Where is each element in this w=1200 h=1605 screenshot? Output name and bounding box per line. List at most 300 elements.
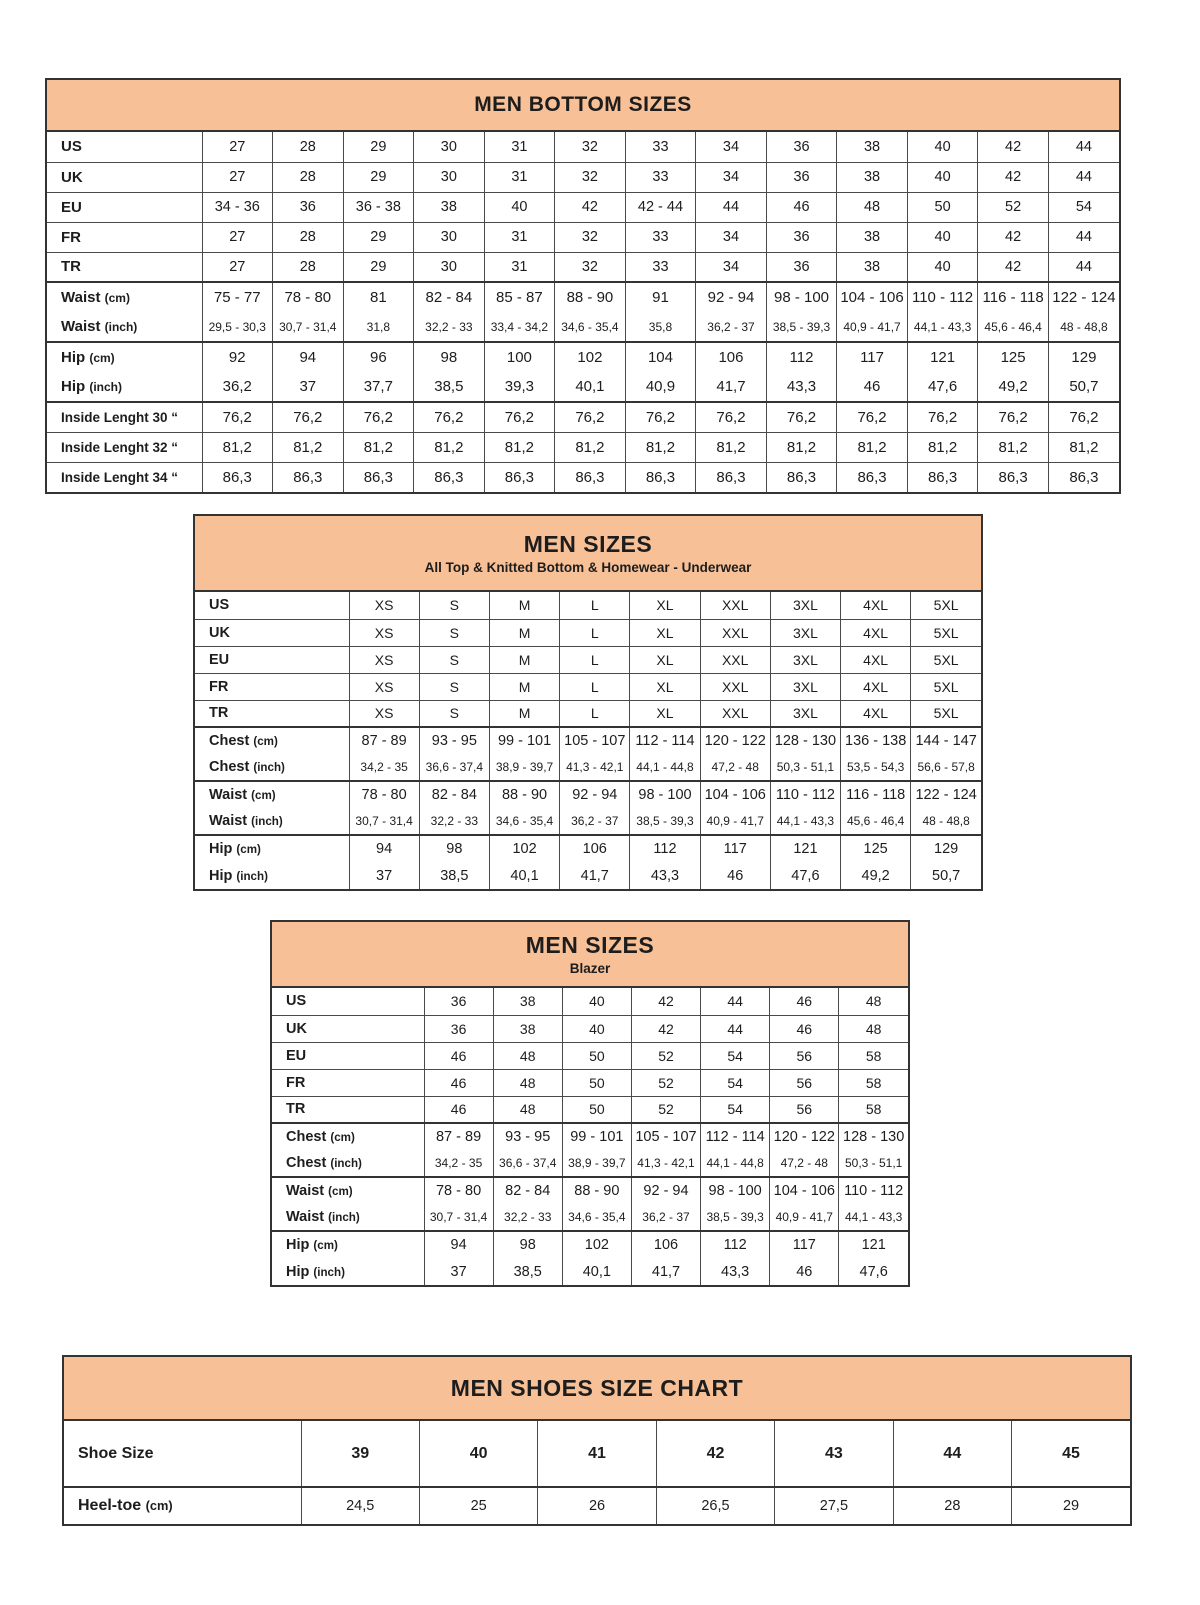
men-sizes-top-cell: 106 (560, 835, 630, 862)
men-sizes-blazer-cell: 47,2 - 48 (770, 1150, 839, 1177)
men-sizes-blazer-cell: 106 (631, 1231, 700, 1258)
men-sizes-top-cell: 129 (911, 835, 981, 862)
men-sizes-top-cell: 110 - 112 (770, 781, 840, 808)
men-sizes-top-cell: 45,6 - 46,4 (841, 808, 911, 835)
table-title: MEN SIZES (523, 531, 653, 558)
men-sizes-blazer-cell: 42 (631, 1015, 700, 1042)
men-sizes-blazer-row (272, 1123, 908, 1150)
men-sizes-top-row-label: US (209, 597, 230, 614)
men-sizes-top-cell: 120 - 122 (700, 727, 770, 754)
men-sizes-top-cell: 98 (419, 835, 489, 862)
men-bottom-sizes-row (47, 342, 1119, 372)
men-bottom-sizes-cell: 32 (555, 252, 626, 282)
men-sizes-blazer-cell: 38,5 - 39,3 (701, 1204, 770, 1231)
men-shoes-size-chart-cell: 39 (301, 1421, 419, 1487)
men-bottom-sizes-row-label: Inside Lenght 30 “ (47, 402, 202, 432)
men-bottom-sizes-cell: 38 (837, 132, 908, 162)
men-shoes-size-chart-cell: 45 (1012, 1421, 1130, 1487)
men-sizes-top-cell: 78 - 80 (349, 781, 419, 808)
men-bottom-sizes-cell: 31 (484, 132, 555, 162)
men-sizes-blazer-row (272, 1069, 908, 1096)
men-sizes-blazer-cell: 112 - 114 (701, 1123, 770, 1150)
men-bottom-sizes-cell: 42 (978, 132, 1049, 162)
men-bottom-sizes-cell: 44 (1048, 162, 1119, 192)
men-sizes-top-cell: 122 - 124 (911, 781, 981, 808)
men-sizes-top-cell: 112 - 114 (630, 727, 700, 754)
men-sizes-blazer-cell: 48 (493, 1096, 562, 1123)
men-sizes-top-cell: XXL (700, 619, 770, 646)
men-bottom-sizes-cell: 42 (555, 192, 626, 222)
men-sizes-blazer-cell: 54 (701, 1042, 770, 1069)
men-bottom-sizes-cell: 42 - 44 (625, 192, 696, 222)
men-sizes-top-cell: 117 (700, 835, 770, 862)
men-bottom-sizes-cell: 104 - 106 (837, 282, 908, 312)
men-shoes-size-chart-cell: 26 (538, 1487, 656, 1524)
men-sizes-top-cell: 136 - 138 (841, 727, 911, 754)
men-bottom-sizes-cell: 34 (696, 252, 767, 282)
men-bottom-sizes-grid-table (47, 132, 1119, 492)
men-bottom-sizes-cell: 29 (343, 132, 414, 162)
men-sizes-top-cell: 112 (630, 835, 700, 862)
men-sizes-top-row (195, 727, 981, 754)
men-bottom-sizes-cell: 86,3 (978, 462, 1049, 492)
men-bottom-sizes-cell: 44 (1048, 252, 1119, 282)
men-sizes-blazer-cell: 41,7 (631, 1258, 700, 1285)
men-bottom-sizes-cell: 34 (696, 162, 767, 192)
men-sizes-top-cell: 144 - 147 (911, 727, 981, 754)
men-sizes-top-cell: 47,2 - 48 (700, 754, 770, 781)
men-sizes-blazer-cell: 52 (631, 1042, 700, 1069)
men-bottom-sizes-cell: 34 (696, 132, 767, 162)
table-subtitle: All Top & Knitted Bottom & Homewear - Underwear (424, 559, 752, 575)
men-bottom-sizes-row-label: Inside Lenght 32 “ (47, 432, 202, 462)
men-sizes-top-cell: 88 - 90 (489, 781, 559, 808)
men-sizes-blazer-cell: 41,3 - 42,1 (631, 1150, 700, 1177)
men-sizes-top-row-label: Waist (cm) (195, 781, 349, 808)
men-sizes-blazer-cell: 38,9 - 39,7 (562, 1150, 631, 1177)
men-sizes-top-cell: XS (349, 700, 419, 727)
men-bottom-sizes-row-label: Hip (inch) (61, 378, 123, 395)
men-sizes-top-cell: 43,3 (630, 862, 700, 889)
men-sizes-top-cell: 56,6 - 57,8 (911, 754, 981, 781)
men-sizes-blazer-cell: 44,1 - 43,3 (839, 1204, 908, 1231)
men-sizes-blazer-table (270, 920, 910, 1287)
men-bottom-sizes-cell: 43,3 (766, 372, 837, 402)
men-sizes-top-cell: 93 - 95 (419, 727, 489, 754)
men-sizes-blazer-cell: 42 (631, 988, 700, 1015)
men-sizes-top-cell: 50,3 - 51,1 (770, 754, 840, 781)
men-shoes-size-chart-row-label: Heel-toe (cm) (64, 1487, 301, 1524)
men-bottom-sizes-cell: 76,2 (484, 402, 555, 432)
men-sizes-blazer-cell: 82 - 84 (493, 1177, 562, 1204)
men-bottom-sizes-cell: 34 - 36 (202, 192, 273, 222)
men-sizes-blazer-row-label: Hip (inch) (286, 1263, 345, 1280)
men-sizes-blazer-cell: 94 (424, 1231, 493, 1258)
men-sizes-top-cell: 5XL (911, 592, 981, 619)
men-bottom-sizes-cell: 40 (907, 252, 978, 282)
men-bottom-sizes-cell: 36 (273, 192, 344, 222)
men-bottom-sizes-cell: 81,2 (343, 432, 414, 462)
men-sizes-top-cell: XS (349, 673, 419, 700)
men-bottom-sizes-cell: 50,7 (1048, 372, 1119, 402)
men-sizes-blazer-cell: 102 (562, 1231, 631, 1258)
men-sizes-blazer-cell: 46 (770, 988, 839, 1015)
men-bottom-sizes-cell: 38,5 - 39,3 (766, 312, 837, 342)
men-bottom-sizes-cell: 76,2 (1048, 402, 1119, 432)
men-sizes-blazer-row (272, 1015, 908, 1042)
men-bottom-sizes-row (47, 132, 1119, 162)
men-bottom-sizes-row (47, 402, 1119, 432)
men-sizes-blazer-cell: 38 (493, 1015, 562, 1042)
men-sizes-top-cell: M (489, 619, 559, 646)
men-sizes-blazer-row-label: US (286, 993, 307, 1010)
men-bottom-sizes-cell: 86,3 (484, 462, 555, 492)
men-sizes-top-cell: 3XL (770, 592, 840, 619)
men-sizes-top-cell: S (419, 700, 489, 727)
men-sizes-top-cell: 41,3 - 42,1 (560, 754, 630, 781)
men-bottom-sizes-cell: 27 (202, 132, 273, 162)
men-bottom-sizes-cell: 82 - 84 (414, 282, 485, 312)
men-sizes-blazer-grid-table (272, 988, 908, 1285)
men-bottom-sizes-cell: 85 - 87 (484, 282, 555, 312)
table-subtitle: Blazer (569, 960, 611, 976)
men-sizes-blazer-cell: 48 (493, 1042, 562, 1069)
men-bottom-sizes-cell: 92 - 94 (696, 282, 767, 312)
men-sizes-top-cell: M (489, 592, 559, 619)
men-sizes-top-row-label: Hip (inch) (209, 867, 268, 884)
men-sizes-blazer-cell: 36,2 - 37 (631, 1204, 700, 1231)
men-sizes-blazer-row-label: Hip (cm) (272, 1231, 424, 1258)
men-sizes-blazer-cell: 37 (424, 1258, 493, 1285)
men-sizes-top-row-label: EU (195, 646, 349, 673)
men-bottom-sizes-cell: 42 (978, 162, 1049, 192)
men-bottom-sizes-cell: 76,2 (696, 402, 767, 432)
men-sizes-blazer-row (272, 1204, 908, 1231)
men-bottom-sizes-cell: 88 - 90 (555, 282, 626, 312)
men-bottom-sizes-cell: 29,5 - 30,3 (202, 312, 273, 342)
men-sizes-top-cell: 40,9 - 41,7 (700, 808, 770, 835)
men-sizes-blazer-cell: 104 - 106 (770, 1177, 839, 1204)
men-bottom-sizes-cell: 92 (202, 342, 273, 372)
men-sizes-top-cell: M (489, 646, 559, 673)
men-bottom-sizes-cell: 38 (837, 252, 908, 282)
men-bottom-sizes-cell: 76,2 (766, 402, 837, 432)
men-shoes-size-chart-row (64, 1421, 1130, 1487)
men-bottom-sizes-cell: 86,3 (555, 462, 626, 492)
men-sizes-top-cell: XL (630, 619, 700, 646)
men-bottom-sizes-cell: 110 - 112 (907, 282, 978, 312)
men-shoes-size-chart-table (62, 1355, 1132, 1526)
men-bottom-sizes-row-label: TR (47, 252, 202, 282)
men-bottom-sizes-grid (47, 132, 1119, 492)
men-bottom-sizes-row (47, 192, 1119, 222)
men-bottom-sizes-cell: 41,7 (696, 372, 767, 402)
men-bottom-sizes-cell: 44,1 - 43,3 (907, 312, 978, 342)
men-bottom-sizes-cell: 42 (978, 252, 1049, 282)
men-bottom-sizes-cell: 100 (484, 342, 555, 372)
men-bottom-sizes-row-label: US (61, 138, 82, 156)
men-sizes-top-cell: 44,1 - 43,3 (770, 808, 840, 835)
men-shoes-size-chart-grid (64, 1421, 1130, 1524)
men-sizes-blazer-cell: 54 (701, 1096, 770, 1123)
men-bottom-sizes-cell: 96 (343, 342, 414, 372)
men-shoes-size-chart-cell: 41 (538, 1421, 656, 1487)
men-shoes-size-chart-cell: 43 (775, 1421, 893, 1487)
men-sizes-top-cell: XXL (700, 673, 770, 700)
men-sizes-blazer-cell: 58 (839, 1096, 908, 1123)
men-bottom-sizes-cell: 28 (273, 222, 344, 252)
men-sizes-blazer-row-label: Waist (cm) (272, 1177, 424, 1204)
men-sizes-top-cell: L (560, 619, 630, 646)
men-sizes-blazer-cell: 128 - 130 (839, 1123, 908, 1150)
men-bottom-sizes-cell: 33 (625, 162, 696, 192)
men-sizes-top-cell: 98 - 100 (630, 781, 700, 808)
men-bottom-sizes-cell: 36,2 (202, 372, 273, 402)
men-bottom-sizes-cell: 129 (1048, 342, 1119, 372)
men-bottom-sizes-cell: 36 (766, 222, 837, 252)
men-bottom-sizes-cell: 28 (273, 252, 344, 282)
men-sizes-blazer-cell: 117 (770, 1231, 839, 1258)
men-bottom-sizes-cell: 81,2 (837, 432, 908, 462)
men-sizes-blazer-cell: 105 - 107 (631, 1123, 700, 1150)
men-bottom-sizes-cell: 76,2 (837, 402, 908, 432)
men-bottom-sizes-cell: 40,1 (555, 372, 626, 402)
men-bottom-sizes-cell: 30 (414, 162, 485, 192)
men-bottom-sizes-cell: 30 (414, 132, 485, 162)
men-bottom-sizes-cell: 117 (837, 342, 908, 372)
men-sizes-blazer-cell: 99 - 101 (562, 1123, 631, 1150)
men-bottom-sizes-cell: 30 (414, 252, 485, 282)
men-shoes-size-chart-cell: 29 (1012, 1487, 1130, 1524)
men-bottom-sizes-cell: 27 (202, 162, 273, 192)
men-bottom-sizes-row-label: FR (47, 222, 202, 252)
men-sizes-blazer-cell: 32,2 - 33 (493, 1204, 562, 1231)
men-sizes-top-row-label: Chest (cm) (195, 727, 349, 754)
men-bottom-sizes-row-label: Waist (inch) (61, 318, 138, 335)
men-sizes-top-cell: 50,7 (911, 862, 981, 889)
men-bottom-sizes-cell: 81,2 (414, 432, 485, 462)
men-bottom-sizes-row (47, 312, 1119, 342)
men-sizes-top-cell: 34,2 - 35 (349, 754, 419, 781)
men-sizes-top-cell: S (419, 619, 489, 646)
men-bottom-sizes-cell: 44 (1048, 132, 1119, 162)
men-sizes-top-cell: 5XL (911, 619, 981, 646)
men-sizes-top-cell: 99 - 101 (489, 727, 559, 754)
men-bottom-sizes-cell: 38 (837, 162, 908, 192)
men-bottom-sizes-cell: 38 (837, 222, 908, 252)
men-bottom-sizes-cell: 86,3 (766, 462, 837, 492)
men-sizes-top-cell: 4XL (841, 673, 911, 700)
men-sizes-top-cell: 94 (349, 835, 419, 862)
men-bottom-sizes-row (47, 252, 1119, 282)
men-bottom-sizes-cell: 27 (202, 222, 273, 252)
men-shoes-size-chart-row-label: Shoe Size (78, 1444, 154, 1462)
men-bottom-sizes-cell: 81,2 (766, 432, 837, 462)
men-sizes-blazer-cell: 54 (701, 1069, 770, 1096)
men-sizes-top-row-label: Hip (cm) (195, 835, 349, 862)
men-sizes-top-cell: 5XL (911, 700, 981, 727)
men-sizes-blazer-row-label: UK (272, 1015, 424, 1042)
men-bottom-sizes-cell: 49,2 (978, 372, 1049, 402)
men-sizes-top-cell: 102 (489, 835, 559, 862)
men-sizes-blazer-cell: 40 (562, 1015, 631, 1042)
men-sizes-top-cell: 38,5 - 39,3 (630, 808, 700, 835)
men-sizes-top-cell: 37 (349, 862, 419, 889)
men-sizes-blazer-row-label: FR (272, 1069, 424, 1096)
men-bottom-sizes-cell: 44 (1048, 222, 1119, 252)
men-sizes-top-cell: 92 - 94 (560, 781, 630, 808)
men-sizes-blazer-row (272, 1042, 908, 1069)
men-sizes-top-cell: 125 (841, 835, 911, 862)
men-bottom-sizes-cell: 40,9 - 41,7 (837, 312, 908, 342)
men-sizes-top-cell: 3XL (770, 673, 840, 700)
men-sizes-top-cell: 4XL (841, 619, 911, 646)
men-sizes-blazer-cell: 50,3 - 51,1 (839, 1150, 908, 1177)
men-bottom-sizes-cell: 38 (414, 192, 485, 222)
men-bottom-sizes-cell: 122 - 124 (1048, 282, 1119, 312)
men-sizes-top-cell: 4XL (841, 700, 911, 727)
men-sizes-top-cell: 46 (700, 862, 770, 889)
men-sizes-blazer-cell: 48 (839, 988, 908, 1015)
men-sizes-top-table (193, 514, 983, 891)
men-bottom-sizes-cell: 81,2 (555, 432, 626, 462)
men-shoes-size-chart-header (64, 1357, 1130, 1421)
men-sizes-top-cell: 38,5 (419, 862, 489, 889)
men-bottom-sizes-cell: 76,2 (202, 402, 273, 432)
men-sizes-top-cell: XS (349, 619, 419, 646)
men-bottom-sizes-cell: 34,6 - 35,4 (555, 312, 626, 342)
men-bottom-sizes-cell: 81,2 (484, 432, 555, 462)
men-bottom-sizes-cell: 36,2 - 37 (696, 312, 767, 342)
men-sizes-blazer-cell: 36,6 - 37,4 (493, 1150, 562, 1177)
men-sizes-blazer-cell: 36 (424, 1015, 493, 1042)
men-sizes-top-row-label: UK (195, 619, 349, 646)
men-bottom-sizes-cell: 44 (696, 192, 767, 222)
men-bottom-sizes-cell: 94 (273, 342, 344, 372)
men-sizes-top-row (195, 862, 981, 889)
men-bottom-sizes-cell: 30,7 - 31,4 (273, 312, 344, 342)
men-sizes-blazer-cell: 43,3 (701, 1258, 770, 1285)
men-bottom-sizes-cell: 48 (837, 192, 908, 222)
men-bottom-sizes-cell: 36 (766, 132, 837, 162)
men-bottom-sizes-cell: 32,2 - 33 (414, 312, 485, 342)
men-bottom-sizes-cell: 35,8 (625, 312, 696, 342)
men-bottom-sizes-cell: 40 (907, 132, 978, 162)
men-bottom-sizes-cell: 31 (484, 222, 555, 252)
table-title: MEN SHOES SIZE CHART (450, 1374, 744, 1401)
men-sizes-top-cell: 3XL (770, 700, 840, 727)
men-bottom-sizes-cell: 30 (414, 222, 485, 252)
men-sizes-top-cell: 30,7 - 31,4 (349, 808, 419, 835)
men-bottom-sizes-cell: 47,6 (907, 372, 978, 402)
men-shoes-size-chart-cell: 27,5 (775, 1487, 893, 1524)
men-sizes-top-cell: 105 - 107 (560, 727, 630, 754)
men-sizes-blazer-cell: 38 (493, 988, 562, 1015)
men-sizes-top-grid (195, 592, 981, 889)
men-bottom-sizes-row-label: EU (47, 192, 202, 222)
men-sizes-top-cell: 5XL (911, 646, 981, 673)
men-bottom-sizes-row (47, 162, 1119, 192)
men-sizes-top-row (195, 673, 981, 700)
men-bottom-sizes-cell: 81,2 (202, 432, 273, 462)
men-sizes-top-cell: 41,7 (560, 862, 630, 889)
men-sizes-blazer-cell: 120 - 122 (770, 1123, 839, 1150)
men-bottom-sizes-cell: 34 (696, 222, 767, 252)
men-sizes-blazer-row-label: Waist (inch) (286, 1209, 360, 1225)
men-sizes-blazer-cell: 92 - 94 (631, 1177, 700, 1204)
men-sizes-blazer-cell: 52 (631, 1069, 700, 1096)
men-sizes-blazer-cell: 98 (493, 1231, 562, 1258)
men-sizes-top-cell: 40,1 (489, 862, 559, 889)
men-bottom-sizes-cell: 37 (273, 372, 344, 402)
men-shoes-size-chart-cell: 44 (893, 1421, 1011, 1487)
men-sizes-top-cell: 3XL (770, 646, 840, 673)
men-bottom-sizes-row (47, 462, 1119, 492)
table-title: MEN SIZES (525, 932, 655, 959)
men-bottom-sizes-cell: 86,3 (414, 462, 485, 492)
men-bottom-sizes-cell: 42 (978, 222, 1049, 252)
men-bottom-sizes-cell: 86,3 (696, 462, 767, 492)
men-bottom-sizes-cell: 76,2 (343, 402, 414, 432)
men-sizes-top-cell: S (419, 646, 489, 673)
men-sizes-blazer-cell: 46 (424, 1069, 493, 1096)
men-sizes-top-header (195, 516, 981, 592)
men-bottom-sizes-cell: 76,2 (273, 402, 344, 432)
men-shoes-size-chart-grid-table (64, 1421, 1130, 1524)
men-shoes-size-chart-cell: 26,5 (656, 1487, 774, 1524)
men-bottom-sizes-header (47, 80, 1119, 132)
men-sizes-top-cell: M (489, 673, 559, 700)
men-sizes-top-cell: 4XL (841, 646, 911, 673)
men-sizes-top-cell: S (419, 673, 489, 700)
men-sizes-top-cell: 82 - 84 (419, 781, 489, 808)
men-bottom-sizes-cell: 31 (484, 252, 555, 282)
men-sizes-top-row-label: TR (195, 700, 349, 727)
men-sizes-top-cell: XL (630, 700, 700, 727)
men-sizes-top-row (195, 700, 981, 727)
men-sizes-top-cell: 104 - 106 (700, 781, 770, 808)
men-bottom-sizes-cell: 31,8 (343, 312, 414, 342)
men-sizes-blazer-cell: 52 (631, 1096, 700, 1123)
men-sizes-blazer-cell: 50 (562, 1096, 631, 1123)
men-bottom-sizes-cell: 46 (837, 372, 908, 402)
men-bottom-sizes-cell: 36 (766, 252, 837, 282)
men-bottom-sizes-table (45, 78, 1121, 494)
men-sizes-blazer-cell: 40,1 (562, 1258, 631, 1285)
men-bottom-sizes-cell: 33,4 - 34,2 (484, 312, 555, 342)
men-sizes-top-row (195, 835, 981, 862)
men-bottom-sizes-row-label: UK (47, 162, 202, 192)
men-bottom-sizes-cell: 104 (625, 342, 696, 372)
men-sizes-blazer-cell: 50 (562, 1042, 631, 1069)
men-bottom-sizes-cell: 33 (625, 252, 696, 282)
men-bottom-sizes-cell: 102 (555, 342, 626, 372)
men-bottom-sizes-cell: 27 (202, 252, 273, 282)
men-bottom-sizes-cell: 40 (907, 162, 978, 192)
men-sizes-top-row-label: Chest (inch) (209, 759, 285, 775)
men-bottom-sizes-cell: 45,6 - 46,4 (978, 312, 1049, 342)
men-bottom-sizes-cell: 81,2 (625, 432, 696, 462)
men-sizes-blazer-cell: 50 (562, 1069, 631, 1096)
men-sizes-blazer-cell: 40 (562, 988, 631, 1015)
men-bottom-sizes-cell: 33 (625, 132, 696, 162)
men-sizes-top-cell: XXL (700, 592, 770, 619)
men-sizes-blazer-cell: 30,7 - 31,4 (424, 1204, 493, 1231)
men-bottom-sizes-cell: 76,2 (555, 402, 626, 432)
men-sizes-top-row (195, 646, 981, 673)
men-sizes-blazer-cell: 46 (424, 1096, 493, 1123)
men-sizes-top-cell: 36,6 - 37,4 (419, 754, 489, 781)
